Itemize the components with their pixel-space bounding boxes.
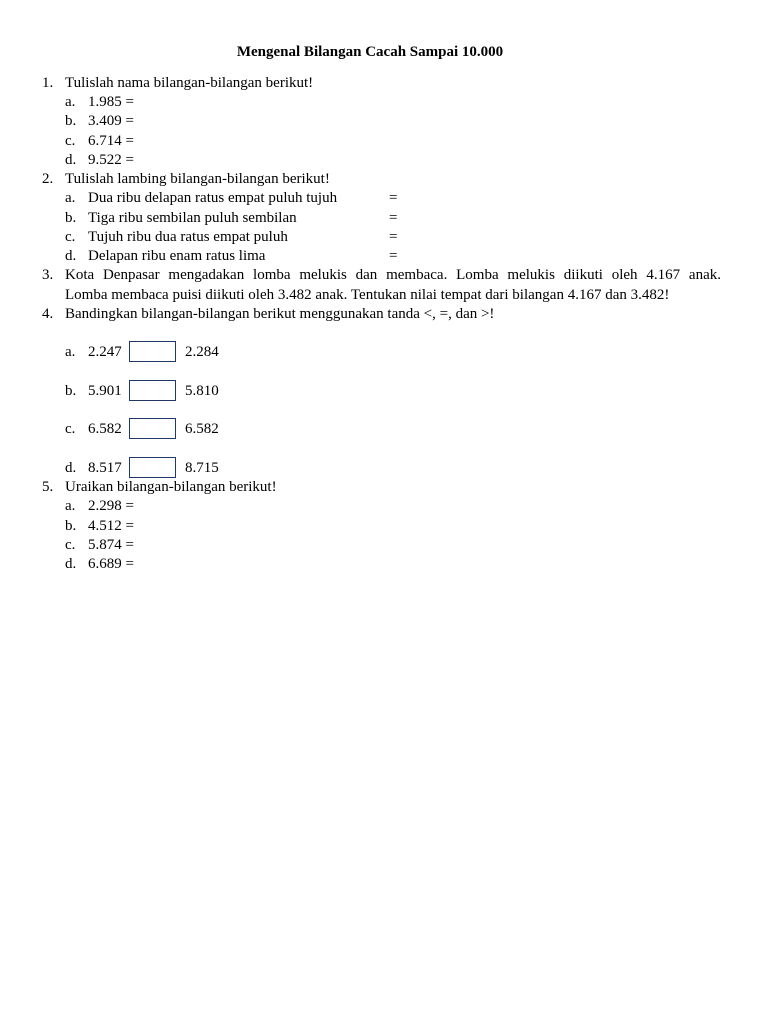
item-letter: b. — [65, 113, 77, 129]
right-number: 5.810 — [185, 383, 219, 399]
question-number: 1. — [42, 75, 54, 91]
question-text-line-1: Kota Denpasar mengadakan lomba melukis dan membaca. Lomba melukis diikuti oleh 4.167 anak. — [65, 267, 721, 283]
equals-sign: = — [389, 210, 398, 226]
item-text: 1.985 = — [88, 94, 134, 110]
item-letter: d. — [65, 248, 77, 264]
item-letter: a. — [65, 344, 76, 360]
item-letter: b. — [65, 210, 77, 226]
item-text: Tujuh ribu dua ratus empat puluh — [88, 229, 288, 245]
question-number: 3. — [42, 267, 54, 283]
item-text: 4.512 = — [88, 518, 134, 534]
answer-box[interactable] — [129, 341, 176, 362]
page-title: Mengenal Bilangan Cacah Sampai 10.000 — [236, 44, 504, 60]
right-number: 2.284 — [185, 344, 219, 360]
right-number: 8.715 — [185, 460, 219, 476]
equals-sign: = — [389, 190, 398, 206]
question-number: 5. — [42, 479, 54, 495]
item-text: Delapan ribu enam ratus lima — [88, 248, 266, 264]
answer-box[interactable] — [129, 418, 176, 439]
item-text: 9.522 = — [88, 152, 134, 168]
item-text: 6.714 = — [88, 133, 134, 149]
answer-box[interactable] — [129, 380, 176, 401]
question-text: Tulislah nama bilangan-bilangan berikut! — [65, 75, 314, 91]
item-letter: c. — [65, 421, 76, 437]
item-letter: c. — [65, 229, 76, 245]
item-letter: a. — [65, 498, 76, 514]
answer-box[interactable] — [129, 457, 176, 478]
right-number: 6.582 — [185, 421, 219, 437]
left-number: 5.901 — [88, 383, 122, 399]
item-letter: d. — [65, 152, 77, 168]
item-text: 6.689 = — [88, 556, 134, 572]
equals-sign: = — [389, 229, 398, 245]
question-text: Bandingkan bilangan-bilangan berikut menggunakan tanda <, =, dan >! — [65, 306, 495, 322]
left-number: 8.517 — [88, 460, 122, 476]
item-letter: d. — [65, 556, 77, 572]
question-text: Tulislah lambing bilangan-bilangan berikut! — [65, 171, 330, 187]
left-number: 6.582 — [88, 421, 122, 437]
item-text: 2.298 = — [88, 498, 134, 514]
item-letter: c. — [65, 133, 76, 149]
left-number: 2.247 — [88, 344, 122, 360]
item-text: Dua ribu delapan ratus empat puluh tujuh — [88, 190, 338, 206]
item-letter: b. — [65, 383, 77, 399]
item-letter: b. — [65, 518, 77, 534]
question-text: Uraikan bilangan-bilangan berikut! — [65, 479, 277, 495]
question-text-line-2: Lomba membaca puisi diikuti oleh 3.482 anak. Tentukan nilai tempat dari bilangan 4.167 dan 3.482! — [65, 287, 670, 303]
equals-sign: = — [389, 248, 398, 264]
question-number: 2. — [42, 171, 54, 187]
item-text: 3.409 = — [88, 113, 134, 129]
item-letter: a. — [65, 94, 76, 110]
question-number: 4. — [42, 306, 54, 322]
item-letter: a. — [65, 190, 76, 206]
item-letter: d. — [65, 460, 77, 476]
item-text: Tiga ribu sembilan puluh sembilan — [88, 210, 297, 226]
item-letter: c. — [65, 537, 76, 553]
item-text: 5.874 = — [88, 537, 134, 553]
